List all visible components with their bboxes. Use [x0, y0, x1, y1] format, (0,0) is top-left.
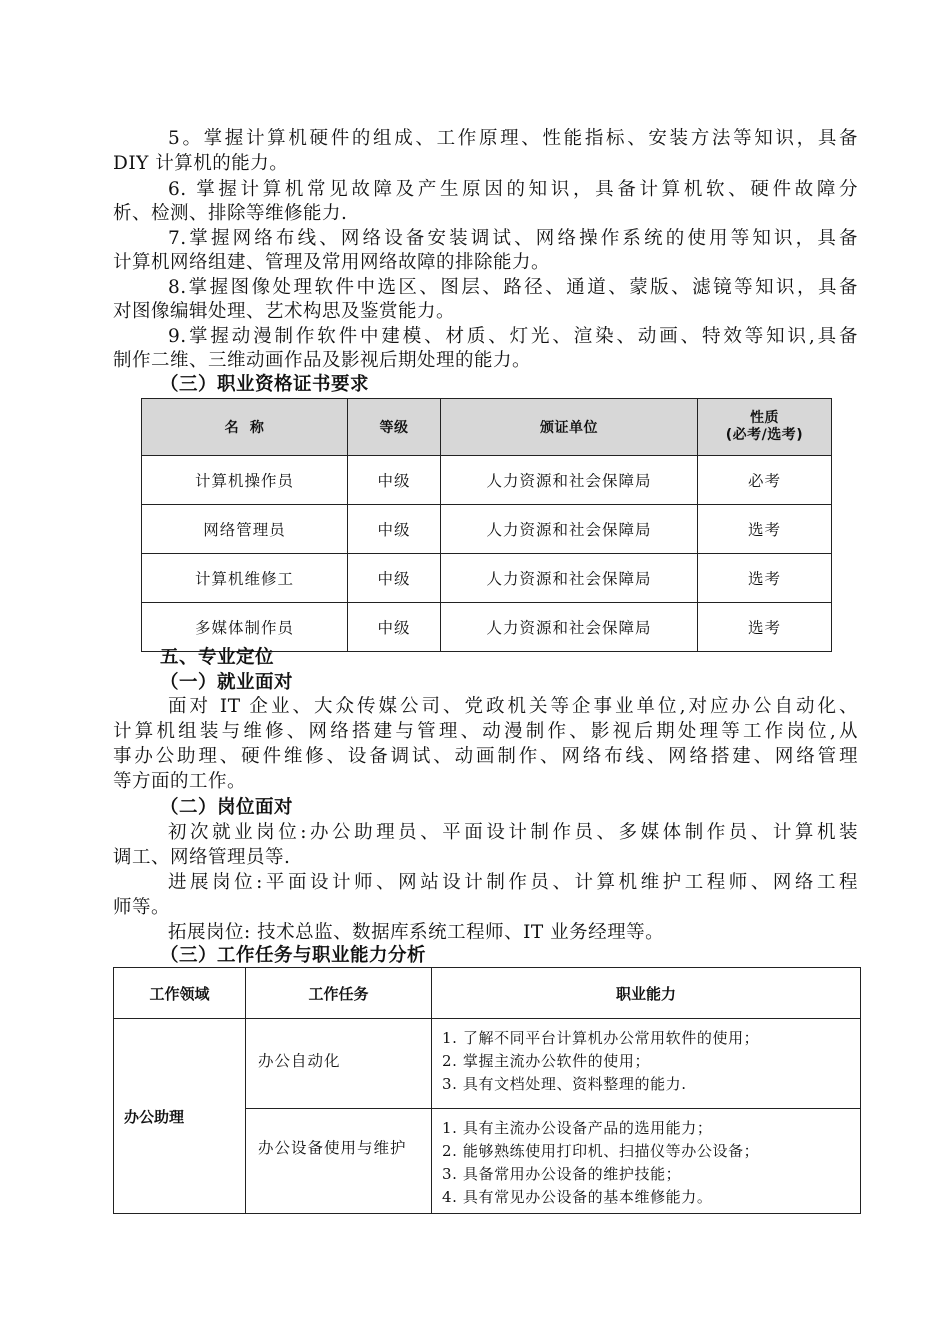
cell-level: 中级 [348, 505, 441, 554]
para-6-line-1: 6. 掌握计算机常见故障及产生原因的知识，具备计算机软、硬件故障分 [168, 179, 858, 200]
cell-nature: 选考 [698, 505, 832, 554]
cell-issuer: 人力资源和社会保障局 [441, 505, 698, 554]
position-heading: （二）岗位面对 [160, 797, 294, 818]
cell-name: 网络管理员 [142, 505, 348, 554]
cell-abilities [432, 1019, 861, 1109]
cell-issuer: 人力资源和社会保障局 [441, 554, 698, 603]
ability-item: 3. 具备常用办公设备的维护技能； [442, 1165, 682, 1183]
table-row [142, 603, 832, 652]
position-dev-line-1: 进展岗位:平面设计师、网站设计制作员、计算机维护工程师、网络工程 [168, 872, 858, 893]
cell-abilities [432, 1109, 861, 1214]
employment-line-1: 面对 IT 企业、大众传媒公司、党政机关等企事业单位,对应办公自动化、 [168, 696, 858, 717]
cell-issuer: 人力资源和社会保障局 [441, 603, 698, 652]
para-7-line-1: 7.掌握网络布线、网络设备安装调试、网络操作系统的使用等知识，具备 [168, 228, 858, 249]
employment-line-4: 等方面的工作。 [113, 771, 247, 792]
cell-level: 中级 [348, 603, 441, 652]
cell-task: 办公设备使用与维护 [246, 1109, 432, 1214]
cell-name: 计算机维修工 [142, 554, 348, 603]
para-6-line-2: 析、检测、排除等维修能力. [113, 203, 348, 224]
header-ability: 职业能力 [432, 968, 861, 1019]
header-level: 等级 [348, 399, 441, 456]
table-row [142, 456, 832, 505]
ability-item: 3. 具有文档处理、资料整理的能力. [442, 1075, 687, 1093]
para-7-line-2: 计算机网络组建、管理及常用网络故障的排除能力。 [113, 252, 551, 273]
para-9-line-1: 9.掌握动漫制作软件中建模、材质、灯光、渲染、动画、特效等知识,具备 [168, 326, 858, 347]
cell-name: 计算机操作员 [142, 456, 348, 505]
ability-item: 1. 具有主流办公设备产品的选用能力； [442, 1119, 713, 1137]
header-name: 名 称 [142, 399, 348, 456]
header-area: 工作领域 [114, 968, 246, 1019]
employment-line-3: 事办公助理、硬件维修、设备调试、动画制作、网络布线、网络搭建、网络管理 [113, 746, 858, 767]
ability-item: 4. 具有常见办公设备的基本维修能力。 [442, 1188, 713, 1206]
cell-level: 中级 [348, 456, 441, 505]
cell-level: 中级 [348, 554, 441, 603]
header-nature [698, 399, 832, 456]
cell-nature: 选考 [698, 603, 832, 652]
header-issuer: 颁证单位 [441, 399, 698, 456]
task-heading: （三）工作任务与职业能力分析 [160, 945, 427, 966]
position-ext-line: 拓展岗位: 技术总监、数据库系统工程师、IT 业务经理等。 [168, 922, 665, 943]
ability-item: 2. 掌握主流办公软件的使用； [442, 1052, 651, 1070]
cell-issuer: 人力资源和社会保障局 [441, 456, 698, 505]
ability-item: 1. 了解不同平台计算机办公常用软件的使用； [442, 1029, 760, 1047]
header-nature-line1: 性质 [750, 410, 779, 426]
cert-heading: （三）职业资格证书要求 [160, 374, 370, 395]
header-task: 工作任务 [246, 968, 432, 1019]
position-dev-line-2: 师等。 [113, 897, 171, 918]
position-first-line-1: 初次就业岗位:办公助理员、平面设计制作员、多媒体制作员、计算机装 [168, 822, 858, 843]
ability-item: 2. 能够熟练使用打印机、扫描仪等办公设备； [442, 1142, 760, 1160]
para-8-line-1: 8.掌握图像处理软件中选区、图层、路径、通道、蒙版、滤镜等知识，具备 [168, 277, 858, 298]
para-5-line-1: 5。掌握计算机硬件的组成、工作原理、性能指标、安装方法等知识，具备 [168, 128, 858, 149]
para-5-line-2: DIY 计算机的能力。 [113, 153, 289, 174]
employment-heading: （一）就业面对 [160, 672, 294, 693]
table-row [142, 554, 832, 603]
employment-line-2: 计算机组装与维修、网络搭建与管理、动漫制作、影视后期处理等工作岗位,从 [113, 721, 858, 742]
table-row [114, 1019, 861, 1109]
position-first-line-2: 调工、网络管理员等. [113, 847, 291, 868]
cert-table [141, 398, 832, 652]
cert-table-header [142, 399, 832, 456]
table-row [142, 505, 832, 554]
cell-nature: 必考 [698, 456, 832, 505]
header-nature-line2: (必考/选考) [725, 427, 804, 443]
task-table [113, 967, 861, 1214]
cell-nature: 选考 [698, 554, 832, 603]
para-9-line-2: 制作二维、三维动画作品及影视后期处理的能力。 [113, 350, 532, 371]
section-5-heading: 五、专业定位 [160, 647, 275, 668]
task-table-header [114, 968, 861, 1019]
cell-area: 办公助理 [114, 1019, 246, 1214]
cell-name: 多媒体制作员 [142, 603, 348, 652]
para-8-line-2: 对图像编辑处理、艺术构思及鉴赏能力。 [113, 301, 456, 322]
cell-task: 办公自动化 [246, 1019, 432, 1109]
